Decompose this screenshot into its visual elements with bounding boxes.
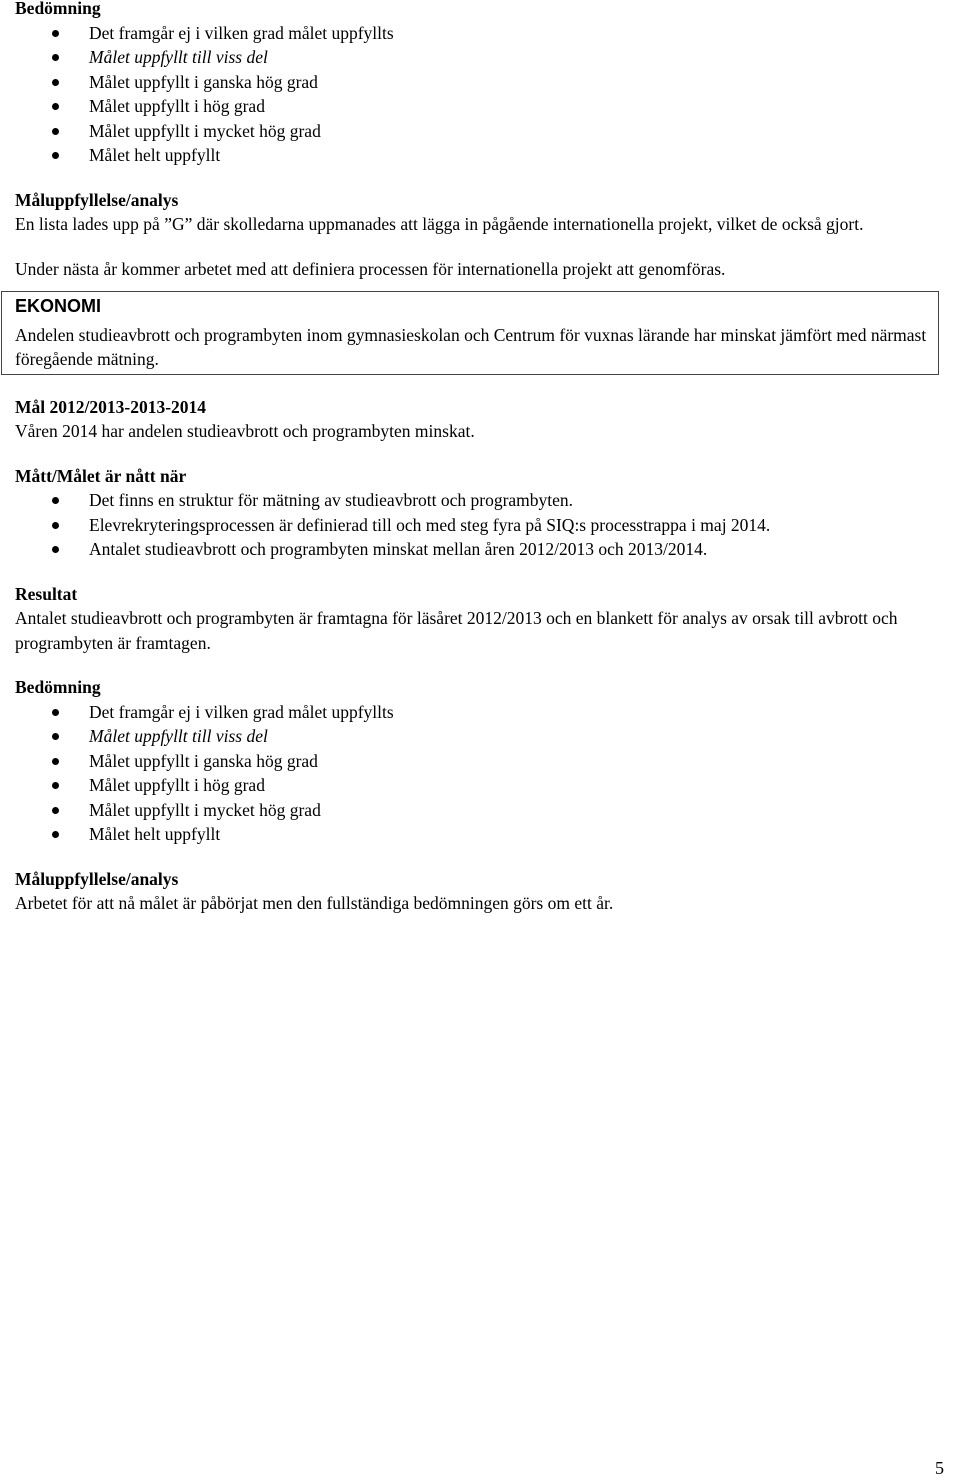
list-item: Målet helt uppfyllt: [15, 143, 945, 168]
section-heading-analys: Måluppfyllelse/analys: [15, 868, 179, 889]
goal-text: Våren 2014 har andelen studieavbrott och programbyten minskat.: [15, 421, 475, 441]
goal-heading: Mål 2012/2013-2013-2014: [15, 396, 207, 417]
result-text: Antalet studieavbrott och programbyten är framtagna för läsåret 2012/2013 och en blankett för analys av orsak till avbrott och programbyten är framtagen.: [15, 608, 898, 653]
ekonomi-heading: EKONOMI: [15, 296, 102, 316]
list-item: Målet uppfyllt i mycket hög grad: [15, 119, 945, 144]
bullet-icon: [52, 709, 59, 716]
list-item: Målet uppfyllt i mycket hög grad: [15, 798, 945, 823]
list-item: Målet uppfyllt i ganska hög grad: [15, 70, 945, 95]
list-item: Målet helt uppfyllt: [15, 822, 945, 847]
analysis-paragraph-next-year: Under nästa år kommer arbetet med att definiera processen för internationella projekt att genomföras.: [15, 258, 726, 279]
section-heading-analys: Måluppfyllelse/analys: [15, 189, 179, 210]
list-item: Målet uppfyllt i ganska hög grad: [15, 749, 945, 774]
list-item: Målet uppfyllt till viss del: [15, 724, 945, 749]
ekonomi-goal-text: Andelen studieavbrott och programbyten inom gymnasieskolan och Centrum för vuxnas lärande har minskat jämfört med närmast föregående mätning.: [15, 324, 927, 369]
list-item: Målet uppfyllt till viss del: [15, 45, 945, 70]
list-item: Antalet studieavbrott och programbyten minskat mellan åren 2012/2013 och 2013/2014.: [15, 537, 945, 562]
bullet-icon: [52, 128, 59, 135]
section-heading-bedomning: Bedömning: [15, 0, 101, 18]
bullet-icon: [52, 103, 59, 110]
list-item: Det finns en struktur för mätning av studieavbrott och programbyten.: [15, 488, 945, 513]
document-page: [15, 0, 945, 916]
bullet-icon: [52, 782, 59, 789]
analysis-paragraph: En lista lades upp på ”G” där skolledarna uppmanades att lägga in pågående internationella projekt, vilket de också gjort.: [15, 214, 864, 234]
analysis-paragraph: Arbetet för att nå målet är påbörjat men den fullständiga bedömningen görs om ett år.: [15, 893, 614, 913]
list-item: Det framgår ej i vilken grad målet uppfyllts: [15, 700, 945, 725]
bullet-icon: [52, 522, 59, 529]
bullet-icon: [52, 831, 59, 838]
bullet-icon: [52, 758, 59, 765]
measure-heading: Mått/Målet är nått när: [15, 465, 187, 486]
list-item: Målet uppfyllt i hög grad: [15, 773, 945, 798]
page-number: 5: [935, 1458, 944, 1478]
bullet-icon: [52, 497, 59, 504]
measure-list: [15, 488, 945, 562]
bullet-icon: [52, 54, 59, 61]
bullet-icon: [52, 79, 59, 86]
bullet-icon: [52, 152, 59, 159]
bullet-icon: [52, 733, 59, 740]
bullet-icon: [52, 30, 59, 37]
assessment-list: [15, 21, 945, 168]
list-item: Elevrekryteringsprocessen är definierad till och med steg fyra på SIQ:s processtrappa i maj 2014.: [15, 513, 945, 538]
list-item: Det framgår ej i vilken grad målet uppfyllts: [15, 21, 945, 46]
assessment-list: [15, 700, 945, 847]
result-heading: Resultat: [15, 583, 78, 604]
list-item: Målet uppfyllt i hög grad: [15, 94, 945, 119]
ekonomi-box: [1, 291, 939, 375]
bullet-icon: [52, 546, 59, 553]
bullet-icon: [52, 807, 59, 814]
section-heading-bedomning: Bedömning: [15, 677, 101, 697]
